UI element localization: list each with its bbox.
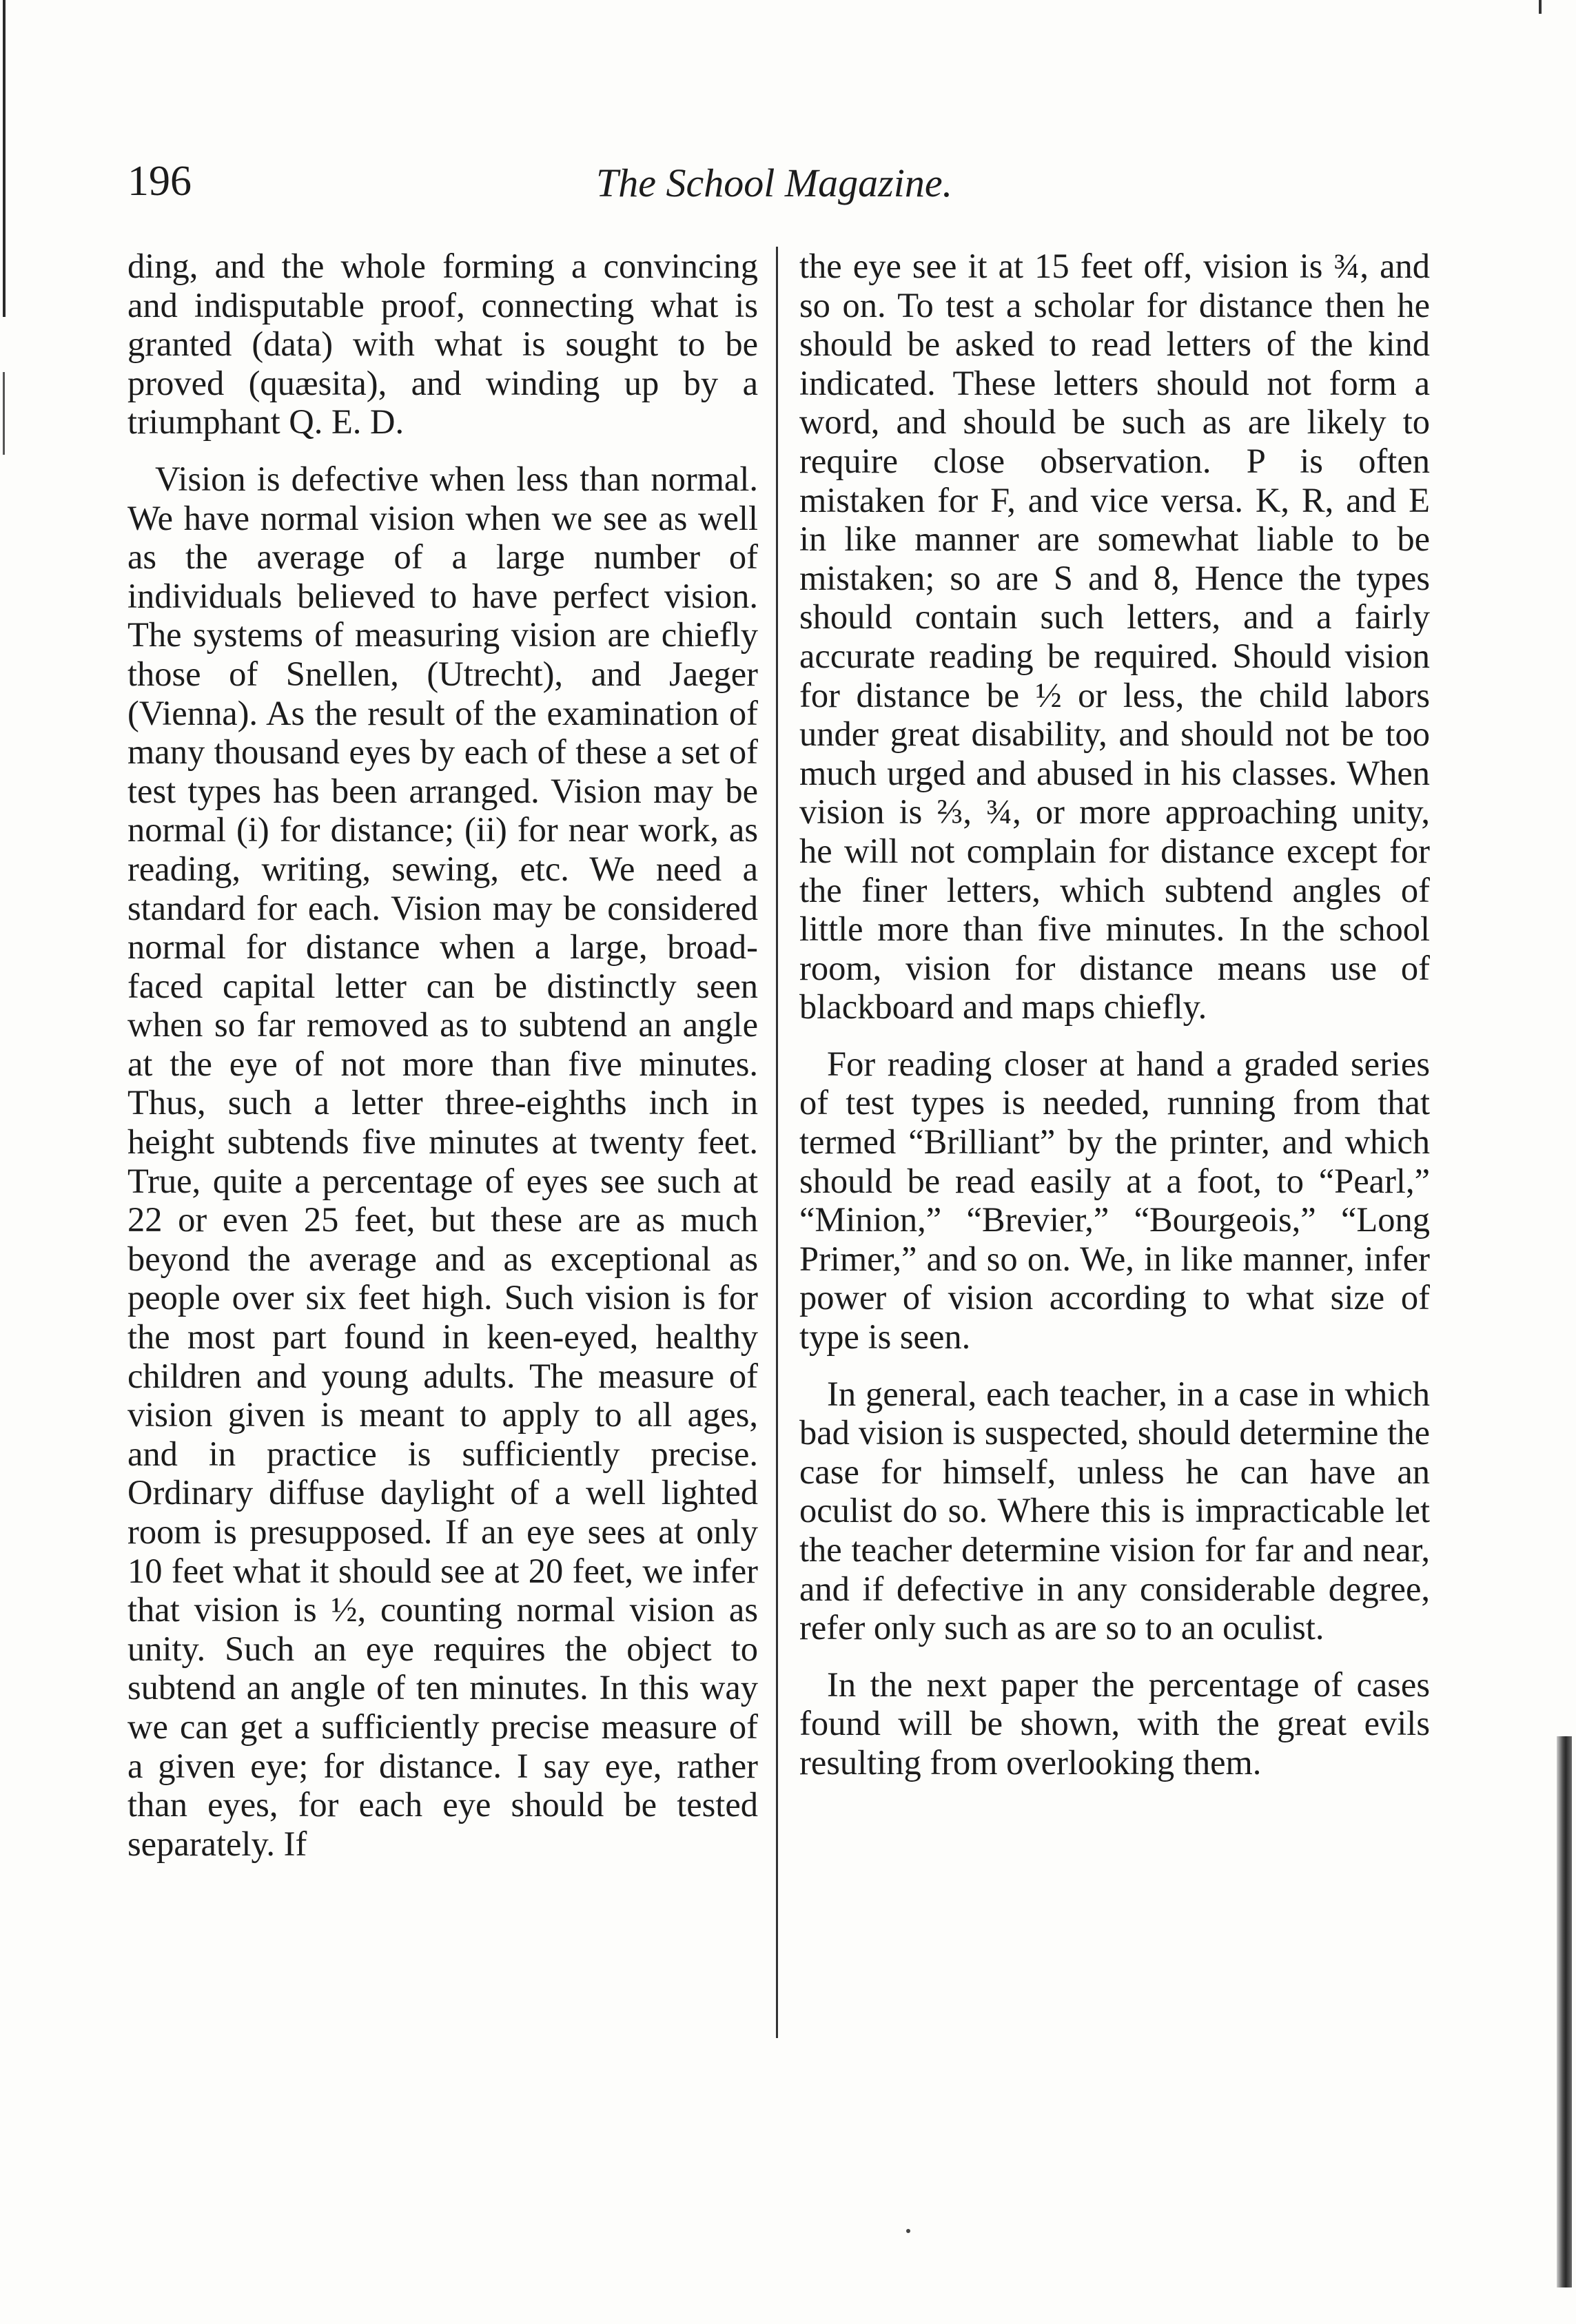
column-divider [776, 247, 778, 2038]
right-paragraph-1: the eye see it at 15 feet off, vision is ¾, and so on. To test a scholar for distance then he should be asked to read letters of the kind indicated. These letters should not form a word, and should be such as are likely to require close observation. P is often mistaken for F, and vice versa. K, R, and E in like manner are somewhat liable to be mistaken; so are S and 8, Hence the types should contain such letters, and a fairly accurate reading be required. Should vision for distance be ½ or less, the child labors under great disability, and should not be too much urged and abused in his classes. When vision is ⅔, ¾, or more approaching unity, he will not complain for distance except for the finer letters, which subtend angles of little more than five minutes. In the school room, vision for distance means use of blackboard and maps chiefly. [799, 247, 1430, 1027]
left-paragraph-1: ding, and the whole forming a convincing and indisputable proof, connecting what is granted (data) with what is sought to be proved (quæsita), and winding up by a triumphant Q. E. D. [127, 247, 758, 442]
left-column [127, 247, 758, 1881]
left-paragraph-2: Vision is defective when less than normal. We have normal vision when we see as well as the average of a large number of individuals believed to have perfect vision. The systems of measuring vision are chiefly those of Snellen, (Utrecht), and Jaeger (Vienna). As the result of the examination of many thousand eyes by each of these a set of test types has been arranged. Vision may be normal (i) for distance; (ii) for near work, as reading, writing, sewing, etc. We need a standard for each. Vision may be considered normal for distance when a large, broad-faced capital letter can be distinctly seen when so far removed as to subtend an angle at the eye of not more than five minutes. Thus, such a letter three-eighths inch in height subtends five minutes at twenty feet. True, quite a percentage of eyes see such at 22 or even 25 feet, but these are as much beyond the average and as exceptional as people over six feet high. Such vision is for the most part found in keen-eyed, healthy children and young adults. The measure of vision given is meant to apply to all ages, and in practice is sufficiently precise. Ordinary diffuse daylight of a well lighted room is presupposed. If an eye sees at only 10 feet what it should see at 20 feet, we infer that vision is ½, counting normal vision as unity. Such an eye requires the object to subtend an angle of ten minutes. In this way we can get a sufficiently precise measure of a given eye; for distance. I say eye, rather than eyes, for each eye should be tested separately. If [127, 459, 758, 1863]
scan-edge-left [3, 0, 6, 317]
scan-edge-left-mark [3, 372, 5, 455]
right-paragraph-2: For reading closer at hand a graded series of test types is needed, running from that termed “Brilliant” by the printer, and which should be read easily at a foot, to “Pearl,” “Minion,” “Brevier,” “Bourgeois,” “Long Primer,” and so on. We, in like manner, infer power of vision according to what size of type is seen. [799, 1044, 1430, 1357]
right-paragraph-3: In general, each teacher, in a case in which bad vision is suspected, should determine the case for himself, unless he can have an oculist do so. Where this is impracticable let the teacher determine vision for far and near, and if defective in any considerable degree, refer only such as are so to an oculist. [799, 1374, 1430, 1647]
right-column [799, 247, 1430, 1800]
scan-edge-right-tick [1539, 0, 1542, 14]
right-paragraph-4: In the next paper the percentage of cases found will be shown, with the great evils resulting from overlooking them. [799, 1665, 1430, 1782]
page-number: 196 [127, 158, 192, 205]
scan-edge-right [1557, 1736, 1572, 2287]
stray-dot [906, 2229, 910, 2233]
page-header [127, 157, 1423, 212]
running-title: The School Magazine. [596, 161, 953, 205]
